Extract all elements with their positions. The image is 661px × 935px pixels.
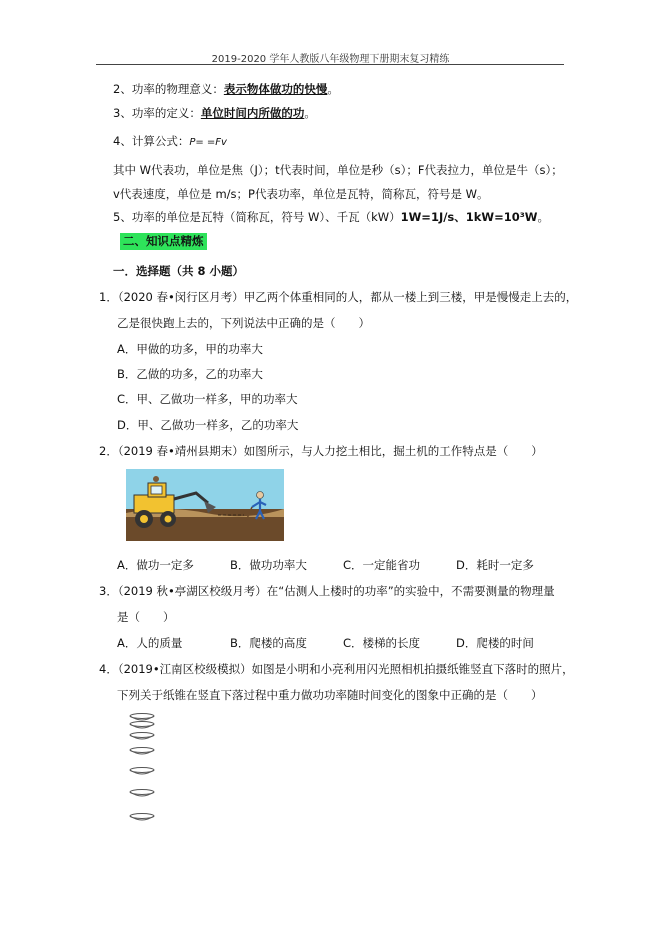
q1-option-c[interactable]: C．甲、乙做功一样多，甲的功率大	[117, 392, 298, 406]
q3-option-b[interactable]: B．爬楼的高度	[230, 636, 307, 650]
item-2-prefix: 2、功率的物理意义：	[113, 82, 224, 96]
item-3-power-definition	[113, 105, 316, 121]
item-2-power-meaning	[113, 81, 339, 97]
item-4-prefix: 4、计算公式：	[113, 134, 190, 148]
paper-cone-icon	[130, 733, 154, 740]
item-5-end: 。	[537, 210, 549, 224]
q2-line-1: 2．（2019 春•靖州县期末）如图所示，与人力挖土相比，掘土机的工作特点是（ ）	[99, 444, 543, 458]
item-5-bold: 1W=1J/s、1kW=10³W	[400, 210, 538, 224]
q3-option-c[interactable]: C．楼梯的长度	[343, 636, 421, 650]
paper-cone-icon	[130, 814, 154, 821]
q1-option-d[interactable]: D．甲、乙做功一样多，乙的功率大	[117, 418, 299, 432]
header-divider	[96, 64, 564, 65]
explain-line-2: v代表速度，单位是 m/s；P代表功率，单位是瓦特，简称瓦，符号是 W。	[113, 187, 489, 201]
q4-line-2: 下列关于纸锥在竖直下落过程中重力做功功率随时间变化的图象中正确的是（ ）	[117, 688, 543, 702]
item-5-prefix: 5、功率的单位是瓦特（简称瓦，符号 W）、千瓦（kW）	[113, 210, 401, 224]
q1-line-1: 1．（2020 春•闵行区月考）甲乙两个体重相同的人，都从一楼上到三楼，甲是慢慢走上去的，	[99, 290, 578, 304]
section-heading: 一．选择题（共 8 小题）	[113, 264, 245, 278]
item-3-answer: 单位时间内所做的功	[200, 106, 305, 120]
q3-option-a[interactable]: A．人的质量	[117, 636, 183, 650]
q3-option-d[interactable]: D．爬楼的时间	[456, 636, 534, 650]
q2-option-c[interactable]: C．一定能省功	[343, 558, 421, 572]
paper-cone-icon	[130, 714, 154, 721]
q1-option-b[interactable]: B．乙做的功多，乙的功率大	[117, 367, 263, 381]
paper-cone-icon	[130, 790, 154, 797]
paper-cone-icon	[130, 748, 154, 755]
item-3-prefix: 3、功率的定义：	[113, 106, 201, 120]
item-5-units	[113, 209, 549, 225]
q2-option-a[interactable]: A．做功一定多	[117, 558, 194, 572]
q1-option-a[interactable]: A．甲做的功多，甲的功率大	[117, 342, 263, 356]
q2-option-d[interactable]: D．耗时一定多	[456, 558, 534, 572]
q3-line-2: 是（ ）	[117, 610, 175, 624]
q2-option-b[interactable]: B．做功功率大	[230, 558, 307, 572]
paper-cone-icon	[130, 768, 154, 775]
explain-line-1: 其中 W代表功，单位是焦（J）；t代表时间，单位是秒（s）；F代表拉力，单位是牛（s）；	[113, 163, 563, 177]
section-badge: 二、知识点精炼	[120, 233, 207, 250]
item-3-end: 。	[304, 106, 316, 120]
excavator-illustration	[126, 469, 284, 541]
q1-line-2: 乙是很快跑上去的，下列说法中正确的是（ ）	[117, 316, 370, 330]
item-2-answer: 表示物体做功的快慢	[223, 82, 328, 96]
q4-line-1: 4．（2019•江南区校级模拟）如图是小明和小亮利用闪光照相机拍摄纸锥竖直下落时的照片，	[99, 662, 574, 676]
item-2-end: 。	[327, 82, 339, 96]
item-4-formula	[113, 133, 227, 149]
falling-paper-cones-illustration	[126, 712, 162, 832]
formula-text: P= =Fv	[189, 137, 227, 148]
q3-line-1: 3．（2019 秋•亭湖区校级月考）在“估测人上楼时的功率”的实验中，不需要测量的物理量	[99, 584, 555, 598]
page-header: 2019-2020 学年人教版八年级物理下册期末复习精练	[211, 54, 450, 65]
paper-cone-icon	[130, 722, 154, 729]
